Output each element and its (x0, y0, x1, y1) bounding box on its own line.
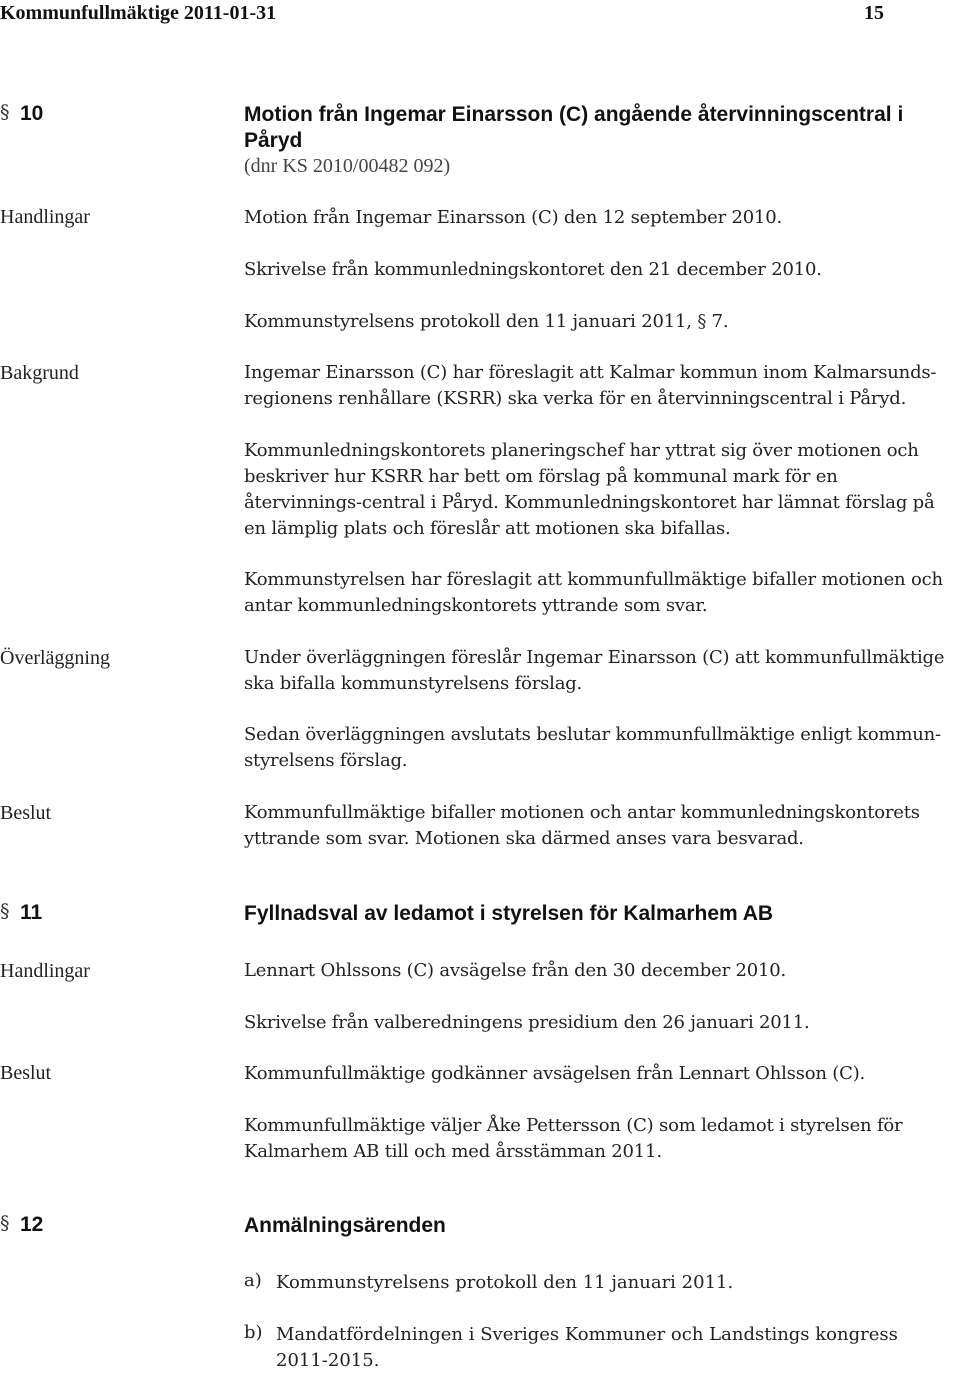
document-list-item (244, 309, 728, 335)
label-beslut: Beslut (0, 1062, 52, 1084)
list-item: Mandatfördelningen i Sveriges Kommuner och Landstings kongress 2011-2015. (276, 1324, 898, 1371)
document-header-title: Kommunfullmäktige 2011-01-31 (0, 2, 277, 24)
label-handlingar: Handlingar (0, 960, 90, 982)
document-list-item-text: Kommunstyrelsens protokoll den 11 januari 2011, (244, 311, 692, 332)
list-item-letter: b) (244, 1322, 263, 1343)
document-list-item: Lennart Ohlssons (C) avsägelse från den 30 december 2010. (244, 960, 787, 981)
label-bakgrund: Bakgrund (0, 362, 79, 384)
decision-paragraph: Kommunfullmäktige väljer Åke Pettersson (C) som ledamot i styrelsen för Kalmarhem AB till och med årsstämman 2011. (244, 1115, 903, 1162)
section-number: 10 (20, 102, 44, 125)
document-list-item: Skrivelse från kommunledningskontoret den 21 december 2010. (244, 259, 822, 280)
section-title: Motion från Ingemar Einarsson (C) angående återvinningscentral i Påryd (244, 103, 904, 152)
section-title: Anmälningsärenden (244, 1214, 446, 1237)
label-handlingar: Handlingar (0, 206, 90, 228)
case-number: (dnr KS 2010/00482 092) (244, 155, 451, 177)
deliberation-paragraph: Under överläggningen föreslår Ingemar Einarsson (C) att kommunfullmäktige ska bifalla kommunstyrelsens förslag. (244, 647, 945, 694)
document-list-item: Motion från Ingemar Einarsson (C) den 12 september 2010. (244, 207, 783, 228)
page-number: 15 (864, 2, 884, 24)
decision-paragraph: Kommunfullmäktige bifaller motionen och antar kommunledningskontorets yttrande som svar. Motionen ska därmed anses vara besvarad. (244, 802, 920, 849)
paragraph-symbol: § (0, 101, 10, 123)
label-overlaggning: Överläggning (0, 647, 110, 669)
paragraph-symbol: § (697, 311, 707, 332)
section-number: 11 (20, 901, 43, 924)
list-item-letter: a) (244, 1270, 262, 1291)
paragraph-ref: 7. (711, 311, 729, 332)
decision-paragraph: Kommunfullmäktige godkänner avsägelsen från Lennart Ohlsson (C). (244, 1063, 866, 1084)
background-paragraph: Kommunledningskontorets planeringschef har yttrat sig över motionen och beskriver hur KSRR har bett om förslag på kommunal mark för en återvinnings-central i Påryd. Kommunledningskontoret har lämnat förslag på en lämplig plats och föreslår att motionen ska bifallas. (244, 440, 935, 539)
background-paragraph: Ingemar Einarsson (C) har föreslagit att Kalmar kommun inom Kalmarsunds-regionens renhållare (KSRR) ska verka för en återvinningscentral i Påryd. (244, 362, 937, 409)
background-paragraph: Kommunstyrelsen har föreslagit att kommunfullmäktige bifaller motionen och antar kommunledningskontorets yttrande som svar. (244, 569, 943, 616)
paragraph-symbol: § (0, 1212, 10, 1234)
paragraph-symbol: § (0, 900, 10, 922)
document-list-item: Skrivelse från valberedningens presidium den 26 januari 2011. (244, 1012, 810, 1033)
deliberation-paragraph: Sedan överläggningen avslutats beslutar kommunfullmäktige enligt kommun-styrelsens förslag. (244, 724, 941, 771)
section-number: 12 (20, 1213, 44, 1236)
list-item: Kommunstyrelsens protokoll den 11 januari 2011. (276, 1272, 734, 1293)
section-title: Fyllnadsval av ledamot i styrelsen för Kalmarhem AB (244, 902, 774, 925)
label-beslut: Beslut (0, 802, 52, 824)
